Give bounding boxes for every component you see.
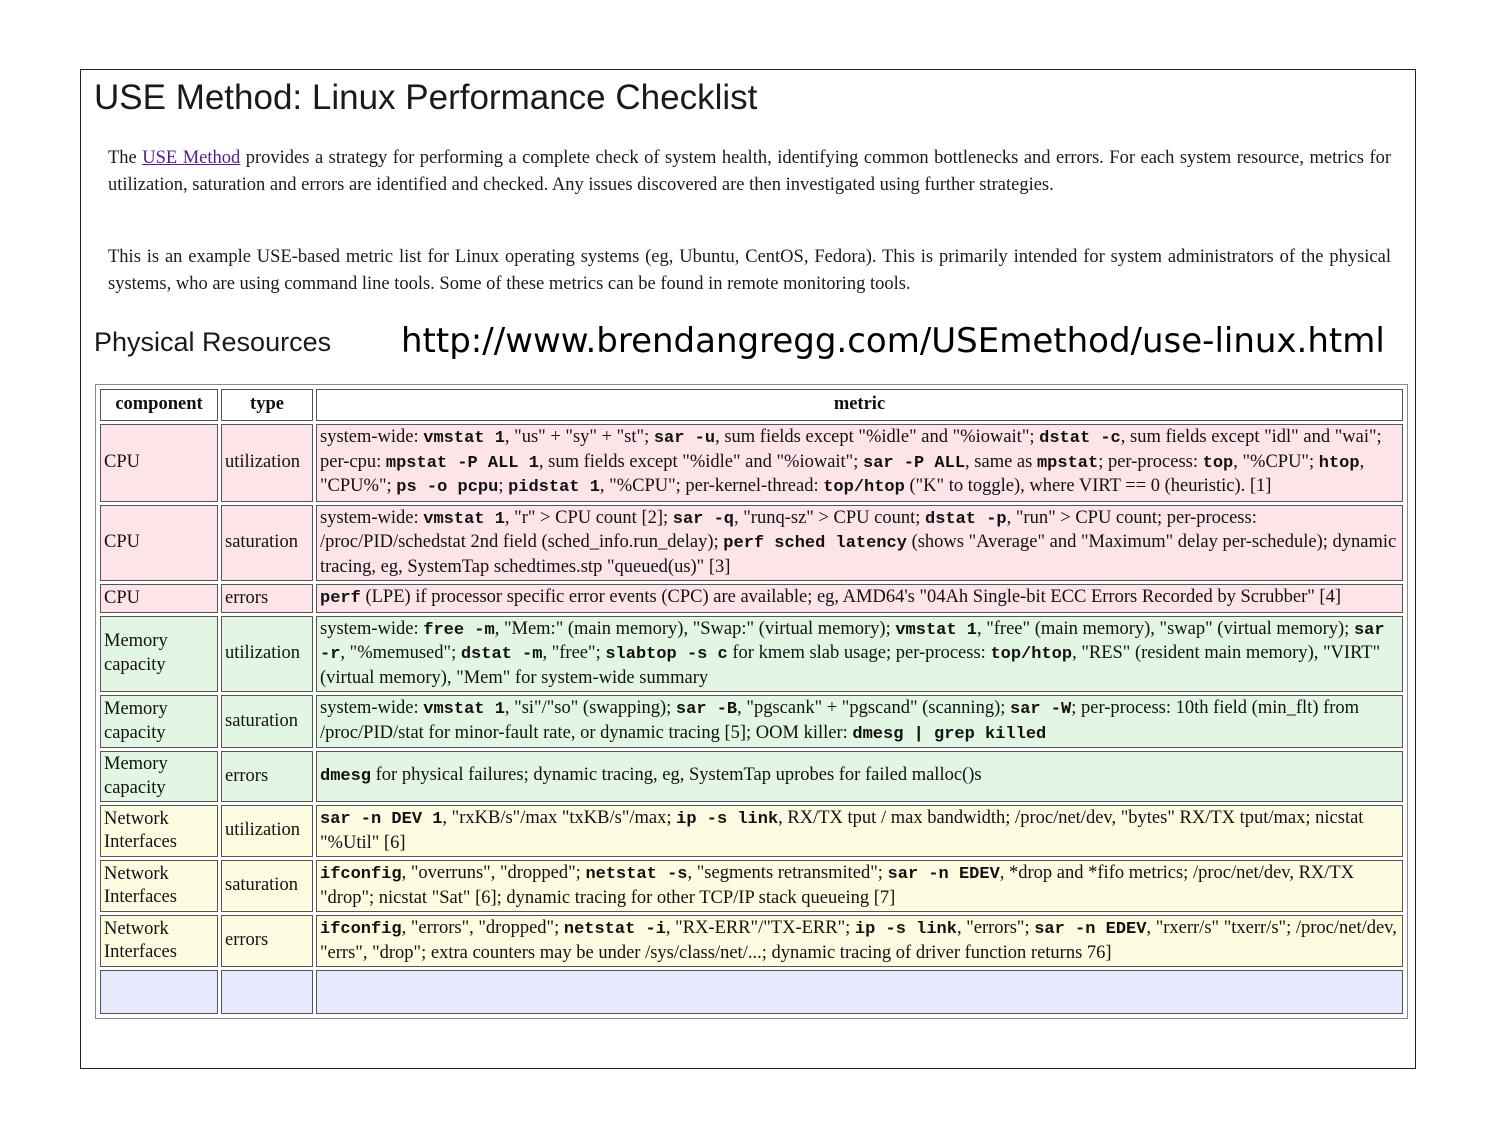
metric-text: , "errors", "dropped"; [401, 918, 564, 938]
metric-text: , "RX-ERR"/"TX-ERR"; [665, 918, 855, 938]
command-text: perf [320, 589, 361, 608]
intro-paragraph [108, 145, 1391, 198]
command-text: sar -u [653, 429, 716, 448]
command-text: sar -r [320, 620, 1385, 664]
command-text: netstat -i [563, 920, 666, 939]
component-cell: Memory capacity [100, 616, 218, 693]
metric-text: (shows "Average" and "Maximum" delay per-schedule); dynamic tracing, eg, SystemTap schedtimes.stp "queued(us)" [3] [320, 532, 1397, 577]
metric-text: , "errors"; [956, 918, 1035, 938]
metric-text: , "%CPU"; per-kernel-thread: [599, 476, 824, 496]
metric-text: , RX/TX tput / max bandwidth; /proc/net/dev, "bytes" RX/TX tput/max; nicstat "%Util" [6] [320, 808, 1364, 853]
command-text: sar -B [675, 700, 738, 719]
metric-text: , same as [965, 451, 1037, 472]
component-cell: CPU [100, 424, 218, 502]
metric-text: , sum fields except "idl" and "wai"; per-cpu: [320, 427, 1382, 472]
metric-cell [316, 860, 1403, 912]
command-text: vmstat 1 [895, 620, 977, 640]
table-body [100, 424, 1403, 1014]
empty-cell [100, 970, 218, 1014]
table-row [100, 584, 1403, 613]
use-method-link[interactable]: USE Method [142, 148, 241, 168]
command-text: perf sched latency [723, 534, 907, 553]
metric-text: , sum fields except "%idle" and "%iowait"; [715, 427, 1040, 447]
command-text: dstat -p [925, 509, 1007, 529]
command-text: ifconfig [320, 920, 402, 939]
table-row [100, 860, 1403, 912]
metric-text: (LPE) if processor specific error events (CPC) are available; eg, AMD64's "04Ah Single-bit ECC Errors Recorded by Scrubber" [4] [360, 587, 1341, 607]
table-row [100, 616, 1403, 693]
component-cell: CPU [100, 584, 218, 613]
command-text: mpstat [1036, 453, 1099, 473]
metric-text: , "%CPU"; [1233, 451, 1319, 472]
metric-text: ; per-process: [1098, 451, 1203, 472]
table-row [100, 695, 1403, 748]
component-cell: CPU [100, 505, 218, 582]
metric-cell [316, 915, 1403, 967]
empty-cell [316, 970, 1403, 1014]
command-text: mpstat -P ALL 1 [385, 453, 539, 473]
command-text: sar -n EDEV [1034, 920, 1147, 939]
table-row [100, 505, 1403, 582]
command-text: slabtop -s c [605, 645, 728, 664]
command-text: top/htop [823, 478, 905, 497]
component-cell: Network Interfaces [100, 860, 218, 912]
metric-text: , "Mem:" (main memory), "Swap:" (virtual memory); [494, 618, 896, 639]
metric-text: , "free"; [542, 643, 606, 663]
command-text: dstat -m [460, 645, 543, 664]
component-cell: Network Interfaces [100, 805, 218, 857]
command-text: ip -s link [676, 810, 779, 829]
metric-text: for kmem slab usage; per-process: [727, 643, 991, 663]
metric-text: , "overruns", "dropped"; [401, 863, 586, 883]
metric-text: , "CPU%"; [320, 451, 1365, 496]
metric-cell [316, 695, 1403, 748]
command-text: dmesg [320, 767, 372, 787]
metric-cell [316, 424, 1403, 502]
metric-text: , "rxKB/s"/max "txKB/s"/max; [442, 808, 677, 828]
metric-text: , sum fields except "%idle" and "%iowait"; [538, 451, 863, 472]
table-row [100, 751, 1403, 802]
metric-text: , "%memused"; [340, 643, 461, 663]
type-cell: errors [221, 915, 313, 967]
type-cell: saturation [221, 505, 313, 582]
command-text: vmstat 1 [423, 700, 505, 719]
metric-text: , *drop and *fifo metrics; /proc/net/dev, RX/TX "drop"; nicstat "Sat" [6]; dynamic tracing for other TCP/IP stack queueing [7] [320, 863, 1355, 908]
command-text: dstat -c [1039, 429, 1121, 448]
command-text: sar -P ALL [863, 453, 966, 473]
header-type: type [221, 389, 313, 421]
metric-text: system-wide: [320, 698, 424, 718]
section-heading: Physical Resources [94, 327, 332, 357]
command-text: free -m [423, 620, 495, 640]
command-text: sar -W [1010, 700, 1072, 719]
component-cell: Network Interfaces [100, 915, 218, 967]
command-text: vmstat 1 [423, 429, 505, 448]
command-text: top [1202, 453, 1234, 473]
checklist-table [97, 386, 1406, 1017]
command-text: top/htop [990, 645, 1073, 664]
command-text: sar -n EDEV [887, 865, 1000, 884]
table-row-cut-off [100, 970, 1403, 1014]
table-row [100, 424, 1403, 502]
scope-paragraph: This is an example USE-based metric list for Linux operating systems (eg, Ubuntu, CentOS, Fedora). This is primarily intended for system administrators of the physical systems, who are using command line tools. Some of these metrics can be found in remote monitoring tools. [108, 247, 1391, 294]
command-text: ps -o pcpu [396, 478, 499, 497]
metric-text: ("K" to toggle), where VIRT == 0 (heuristic). [1] [904, 476, 1272, 496]
type-cell: saturation [221, 695, 313, 748]
metric-cell [316, 616, 1403, 693]
metric-text: system-wide: [320, 507, 424, 528]
metric-text: , "runq-sz" > CPU count; [734, 507, 925, 528]
header-component: component [100, 389, 218, 421]
intro-text-rest: provides a strategy for performing a complete check of system health, identifying common bottlenecks and errors. For each system resource, metrics for utilization, saturation and errors are identified and checked. Any issues discovered are then investigated using further strategies. [108, 148, 1392, 195]
type-cell: utilization [221, 805, 313, 857]
command-text: sar -q [672, 509, 734, 529]
command-text: ifconfig [320, 865, 402, 884]
metric-text: , "rxerr/s" "txerr/s"; /proc/net/dev, "errs", "drop"; extra counters may be under /sys/class/net/...; dynamic tracing of driver function returns 76] [320, 918, 1397, 963]
metric-text: , "segments retransmited"; [687, 863, 888, 883]
type-cell: errors [221, 584, 313, 613]
empty-cell [221, 970, 313, 1014]
source-url: http://www.brendangregg.com/USEmethod/use-linux.html [401, 321, 1385, 361]
metric-text: , "run" > CPU count; per-process: /proc/PID/schedstat 2nd field (sched_info.run_delay); [320, 507, 1257, 552]
command-text: sar -n DEV 1 [320, 810, 443, 829]
metric-text: , "us" + "sy" + "st"; [504, 427, 654, 447]
metric-text: , "pgscank" + "pgscand" (scanning); [737, 698, 1010, 718]
component-cell: Memory capacity [100, 695, 218, 748]
metric-cell [316, 751, 1403, 802]
document-frame [80, 69, 1416, 1069]
metric-text: , "free" (main memory), "swap" (virtual memory); [976, 618, 1354, 639]
metric-text: ; [498, 476, 509, 496]
metric-text: ; per-process: 10th field (min_flt) from /proc/PID/stat for minor-fault rate, or dynamic tracing [5]; OOM killer: [320, 698, 1360, 743]
page-title: USE Method: Linux Performance Checklist [94, 78, 758, 117]
table-row [100, 915, 1403, 967]
metric-cell [316, 505, 1403, 582]
metric-text: , "si"/"so" (swapping); [504, 698, 676, 718]
checklist-table-wrapper [95, 384, 1408, 1019]
type-cell: errors [221, 751, 313, 802]
metric-text: system-wide: [320, 618, 424, 639]
type-cell: utilization [221, 424, 313, 502]
metric-text: for physical failures; dynamic tracing, eg, SystemTap uprobes for failed malloc()s [371, 765, 982, 786]
table-row [100, 805, 1403, 857]
type-cell: utilization [221, 616, 313, 693]
metric-text: , "r" > CPU count [2]; [504, 507, 673, 528]
command-text: netstat -s [585, 865, 688, 884]
type-cell: saturation [221, 860, 313, 912]
metric-cell [316, 805, 1403, 857]
command-text: htop [1318, 453, 1360, 473]
metric-cell [316, 584, 1403, 613]
command-text: dmesg | grep killed [852, 724, 1047, 744]
metric-text: system-wide: [320, 427, 424, 447]
component-cell: Memory capacity [100, 751, 218, 802]
metric-text: , "RES" (resident main memory), "VIRT" (virtual memory), "Mem" for system-wide summary [320, 643, 1381, 688]
intro-text-start: The [108, 148, 143, 168]
command-text: vmstat 1 [423, 509, 505, 529]
table-header-row [100, 389, 1403, 421]
header-metric: metric [316, 389, 1403, 421]
command-text: pidstat 1 [508, 478, 600, 497]
command-text: ip -s link [854, 920, 957, 939]
